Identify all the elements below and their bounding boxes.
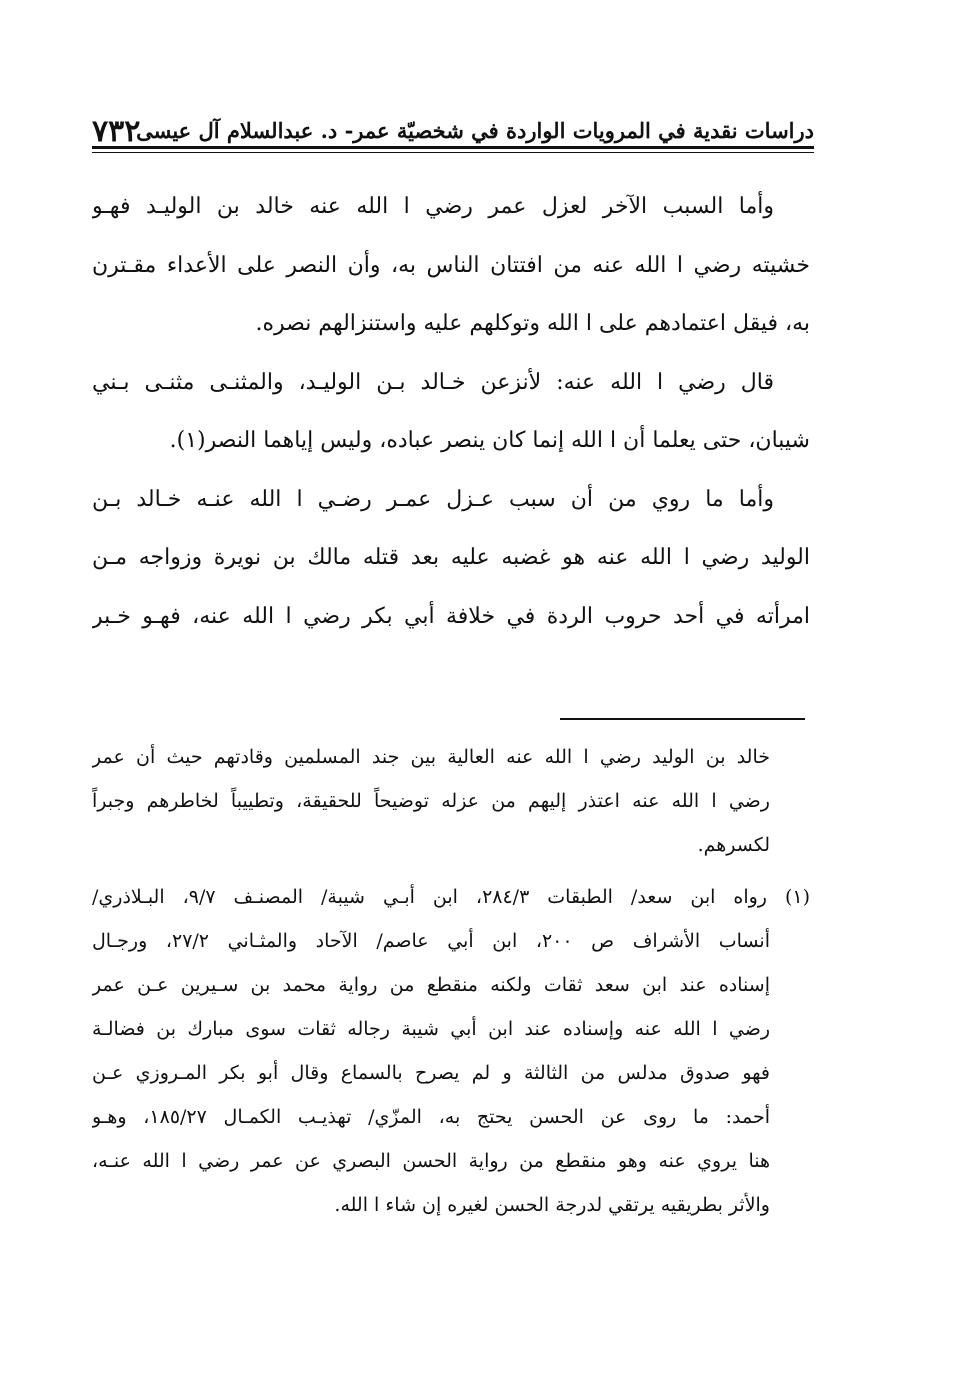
running-title: دراسات نقدية في المرويات الواردة في شخصيّة عمر- د. عبدالسلام آل عيسى: [136, 118, 814, 143]
footnote-line: إسناده عند ابن سعد ثقات ولكنه منقطع من رواية محمد بن سـيرين عـن عمر: [92, 974, 770, 996]
footnote-line: لكسرهم.: [697, 834, 770, 856]
footnote-line: أنساب الأشراف ص ٢٠٠، ابن أبي عاصم/ الآحاد والمثـاني ٢٧/٢، ورجـال: [92, 930, 770, 952]
footnote-line: رضي ا الله عنه وإسناده عند ابن أبي شيبة رجاله ثقات سوى مبارك بن فضالـة: [92, 1018, 770, 1040]
body-line: شيبان، حتى يعلما أن ا الله إنما كان ينصر عباده، وليس إياهما النصر(١).: [169, 428, 810, 453]
header-rule-thin: [92, 152, 814, 153]
footnote-separator: [560, 718, 805, 720]
footnote-line: خالد بن الوليد رضي ا الله عنه العالية بين جند المسلمين وقادتهم حيث أن عمر: [92, 746, 770, 768]
footnote-continuation: [92, 735, 810, 867]
header-rule: [92, 146, 814, 149]
body-line: خشيته رضي ا الله عنه من افتتان الناس به، وأن النصر على الأعداء مقـترن: [92, 252, 810, 278]
footnote-line: فهو صدوق مدلس من الثالثة و لم يصرح بالسماع وقال أبو بكر المـروزي عـن: [92, 1062, 770, 1084]
page-header: [92, 110, 814, 149]
body-line: امرأته في أحد حروب الردة في خلافة أبي بكر رضي ا الله عنه، فهـو خـبر: [92, 603, 810, 629]
footnote-line: رضي ا الله عنه اعتذر إليهم من عزله توضيحاً للحقيقة، وتطييباً لخاطرهم وجبراً: [92, 790, 770, 812]
body-line: وأما السبب الآخر لعزل عمر رضي ا الله عنه خالد بن الوليـد فهـو: [92, 194, 774, 219]
body-line: قال رضي ا الله عنه: لأنزعن خـالد بـن الوليـد، والمثنـى مثنـى بـني: [92, 369, 774, 395]
body-line: به، فيقل اعتمادهم على ا الله وتوكلهم عليه واستنزالهم نصره.: [255, 311, 810, 336]
body-line: وأما ما روي من أن سبب عـزل عمـر رضـي ا الله عنـه خـالد بـن: [92, 486, 774, 512]
footnote-line: هنا يروي عنه وهو منقطع من رواية الحسن البصري عن عمر رضي ا الله عنـه،: [92, 1150, 770, 1172]
footnotes: [92, 735, 810, 1227]
footnote-line: أحمد: ما روى عن الحسن يحتج به، المزّي/ تهذيـب الكمـال ١٨٥/٢٧، وهـو: [92, 1106, 771, 1128]
main-text: [92, 178, 810, 646]
footnote-line: والأثر بطريقيه يرتقي لدرجة الحسن لغيره إن شاء ا الله.: [334, 1194, 770, 1216]
footnote-line: (١) رواه ابن سعد/ الطبقات ٢٨٤/٣، ابن أبـي شيبة/ المصنـف ٩/٧، البـلاذري/: [92, 886, 810, 908]
footnote-1: [92, 875, 810, 1227]
body-line: الوليد رضي ا الله عنه هو غضبه عليه بعد قتله مالك بن نويرة وزواجه مـن: [92, 545, 810, 570]
page-number: ٧٣٢: [92, 114, 141, 149]
